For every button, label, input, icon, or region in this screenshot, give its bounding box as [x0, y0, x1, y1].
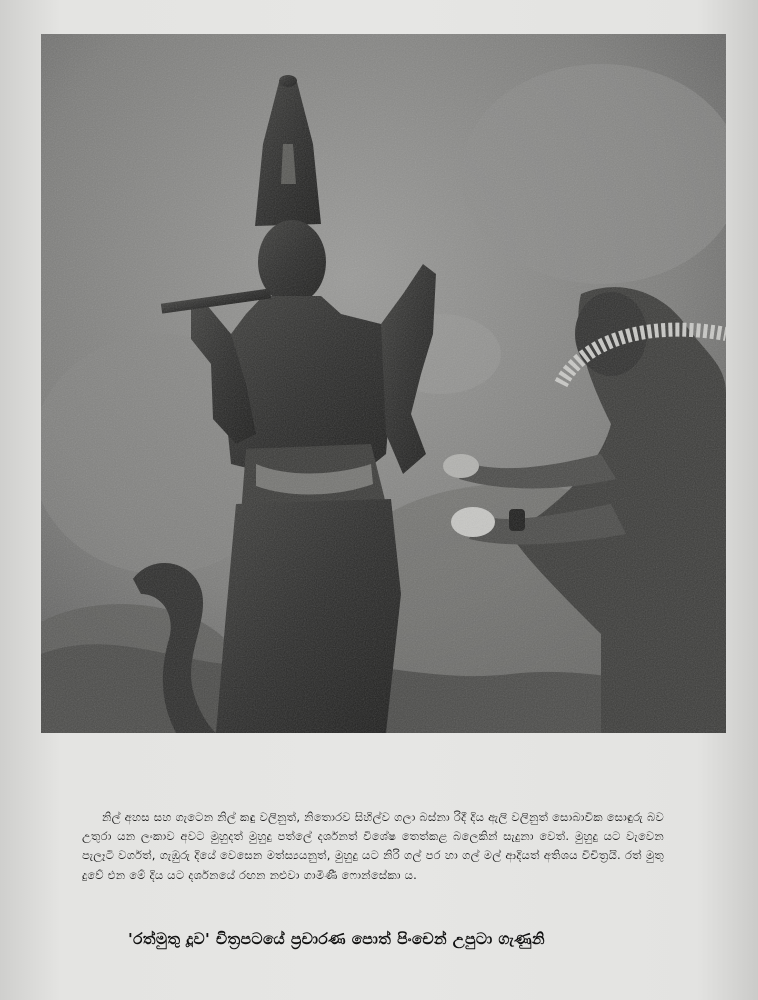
source-credit: 'රත්මුතු දූව' චිත්‍රපටයේ ප්‍රචාරණ පොත් පිංචෙන් උපුටා ගැණුනි	[128, 930, 545, 948]
underwater-statue-photo	[41, 34, 726, 733]
photo-caption: නිල් අහස සහ ගැටෙන නිල් කඳු වලිනුත්, නිතොරව සිහිල්ව ගලා බස්නා රිදී දිය ඇලි වලිනුත් සොබාවික සොඳුරු බව උතුරා යන ලංකාව අවට මුහුදත් මුහුදු පත්ලේ දර්ශනත් විශේෂ තෙත්කළ බලෙකින් සැදුනා වෙත්. මුහුදු යට වැවෙන පැලෑටි වර්ගත්, ගැඹුරු දියේ වෙසෙන මත්ස්‍යයනුත්, මුහුදු යට නිරි ගල් පර හා ගල් මල් ආදියත් අතිශය විචිත්‍රයි. රත් මුතු දුවේ එන මේ දිය යට දර්ශනයේ රඟන නළුවා ගාමිණී ෆොන්සේකා ය.	[82, 809, 664, 882]
